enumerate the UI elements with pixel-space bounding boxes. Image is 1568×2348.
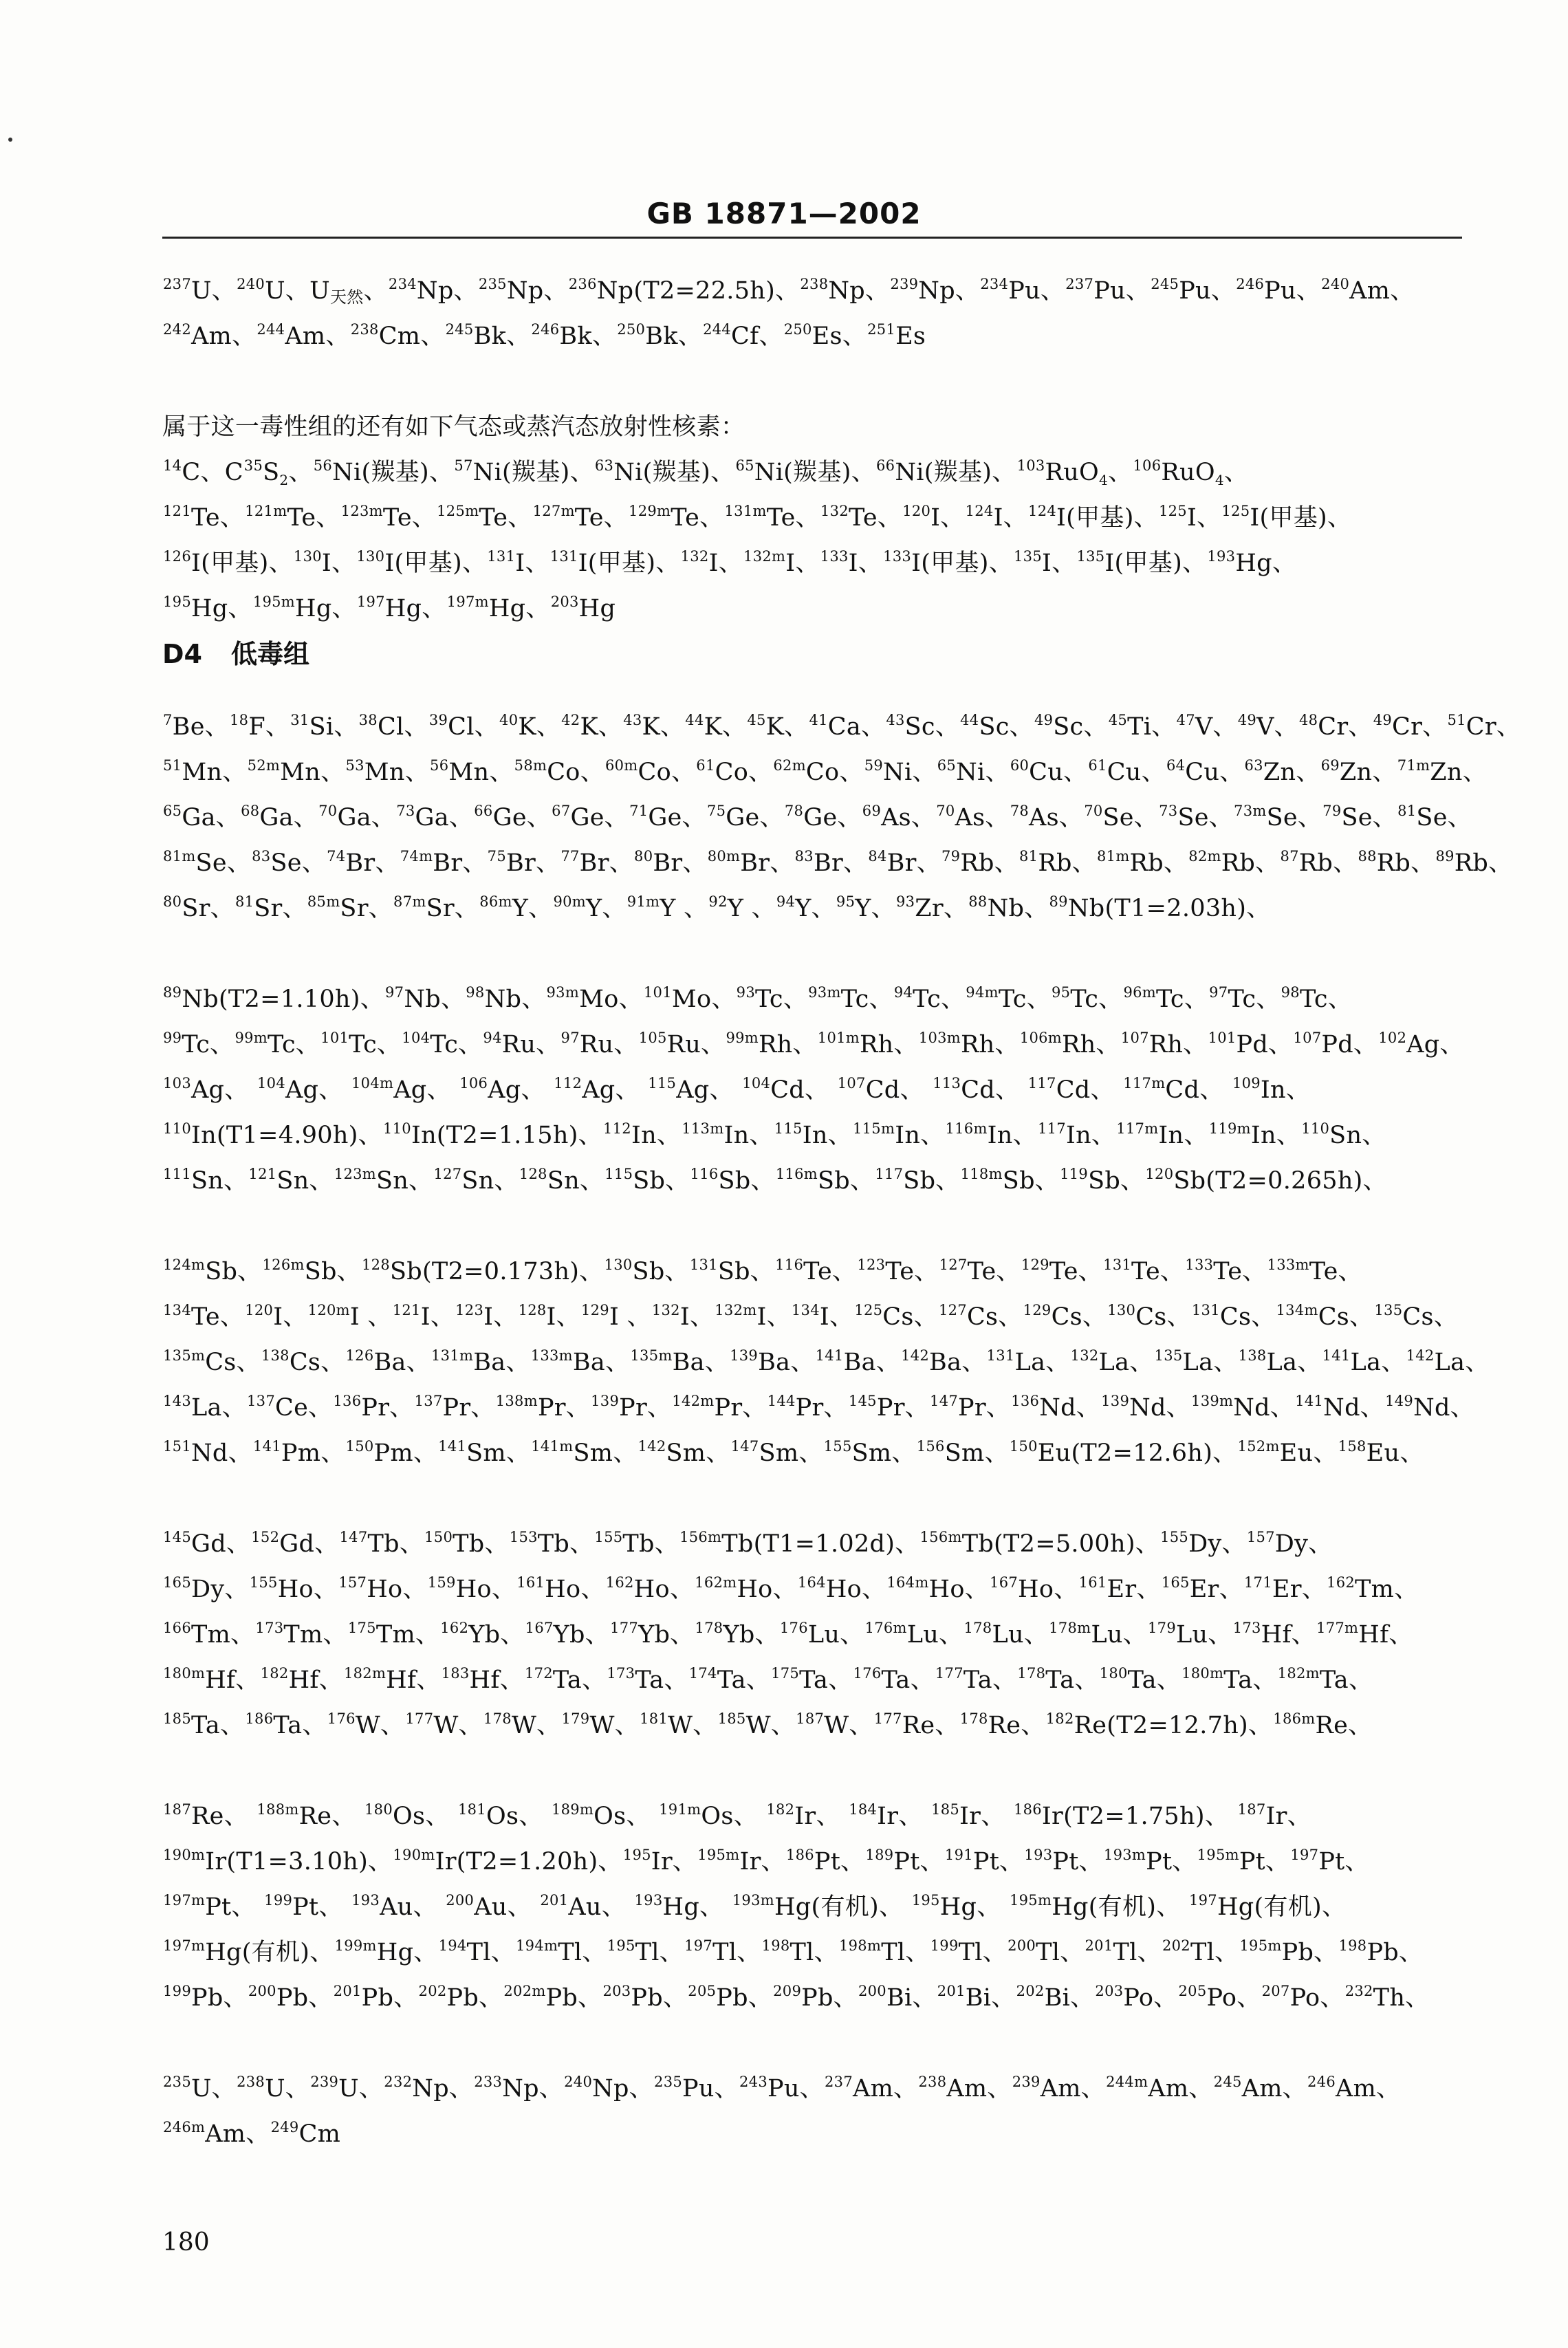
text-line: $^{99}$Tc、$^{99m}$Tc、$^{101}$Tc、$^{104}$Tc、$^{94}$Ru、$^{97}$Ru、$^{105}$Ru、$^{99m}$Rh、$^{101m}$Rh、$^{103m}$Rh、$^{106m}$Rh、$^{107}$Rh、$^{101}$Pd、$^{107}$Pd、$^{102}$Ag、 (163, 1030, 1464, 1058)
text-line: $^{237}$U、$^{240}$U、U天然、$^{234}$Np、$^{235}$Np、$^{236}$Np(T2=22.5h)、$^{238}$Np、$^{239}$Np、$^{234}$Pu、$^{237}$Pu、$^{245}$Pu、$^{246}$Pu、$^{240}$Am、 (163, 276, 1415, 307)
text-line: $^{165}$Dy、$^{155}$Ho、$^{157}$Ho、$^{159}$Ho、$^{161}$Ho、$^{162}$Ho、$^{162m}$Ho、$^{164}$Ho、$^{164m}$Ho、$^{167}$Ho、$^{161}$Er、$^{165}$Er、$^{171}$Er、$^{162}$Tm、 (163, 1574, 1419, 1603)
standard-number: GB 18871—2002 (646, 197, 922, 230)
text-line: $^{14}$C、$C^{35}S_2$、$^{56}$Ni(羰基)、$^{57}$Ni(羰基)、$^{63}$Ni(羰基)、$^{65}$Ni(羰基)、$^{66}$Ni(羰基)、$^{103}$RuO$_4$、$^{106}$RuO$_4$、 (163, 457, 1249, 488)
text-line: $^{190m}$Ir(T1=3.10h)、$^{190m}$Ir(T2=1.20h)、$^{195}$Ir、$^{195m}$Ir、$^{186}$Pt、$^{189}$Pt、$^{191}$Pt、$^{193}$Pt、$^{193m}$Pt、$^{195m}$Pt、$^{197}$Pt、 (163, 1847, 1369, 1876)
text-line: $^{242}$Am、$^{244}$Am、$^{238}$Cm、$^{245}$Bk、$^{246}$Bk、$^{250}$Bk、$^{244}$Cf、$^{250}$Es、$^{251}$Es (163, 321, 926, 350)
text-line: $^{197m}$Pt、 $^{199}$Pt、 $^{193}$Au、 $^{200}$Au、 $^{201}$Au、 $^{193}$Hg、 $^{193m}$Hg(有机)、 $^{195}$Hg、 $^{195m}$Hg(有机)、 $^{197}$Hg(有机)、 (163, 1892, 1347, 1921)
text-line: $^{197m}$Hg(有机)、$^{199m}$Hg、$^{194}$Tl、$^{194m}$Tl、$^{195}$Tl、$^{197}$Tl、$^{198}$Tl、$^{198m}$Tl、$^{199}$Tl、$^{200}$Tl、$^{201}$Tl、$^{202}$Tl、$^{195m}$Pb、$^{198}$Pb、 (163, 1937, 1424, 1966)
text-line: $^{124m}$Sb、$^{126m}$Sb、$^{128}$Sb(T2=0.173h)、$^{130}$Sb、$^{131}$Sb、$^{116}$Te、$^{123}$Te、$^{127}$Te、$^{129}$Te、$^{131}$Te、$^{133}$Te、$^{133m}$Te、 (163, 1257, 1362, 1285)
page-number: 180 (162, 2228, 210, 2257)
paragraph-gap (162, 677, 1462, 704)
text-line: $^{134}$Te、$^{120}$I、$^{120m}$I 、$^{121}$I、$^{123}$I、$^{128}$I、$^{129}$I 、$^{132}$I、$^{132m}$I、$^{134}$I、$^{125}$Cs、$^{127}$Cs、$^{129}$Cs、$^{130}$Cs、$^{131}$Cs、$^{134m}$Cs、$^{135}$Cs、 (163, 1302, 1459, 1331)
paragraph-gap (162, 359, 1462, 404)
text-line: $^{199}$Pb、$^{200}$Pb、$^{201}$Pb、$^{202}$Pb、$^{202m}$Pb、$^{203}$Pb、$^{205}$Pb、$^{209}$Pb、$^{200}$Bi、$^{201}$Bi、$^{202}$Bi、$^{203}$Po、$^{205}$Po、$^{207}$Po、$^{232}$Th、 (163, 1983, 1430, 2012)
paragraph-gap (162, 1204, 1462, 1249)
text-line: $^{187}$Re、 $^{188m}$Re、 $^{180}$Os、 $^{181}$Os、 $^{189m}$Os、 $^{191m}$Os、 $^{182}$Ir、 $^{184}$Ir、 $^{185}$Ir、 $^{186}$Ir(T2=1.75h)、 $^{187}$Ir、 (163, 1801, 1311, 1830)
text-line: $^{195}$Hg、$^{195m}$Hg、$^{197}$Hg、$^{197m}$Hg、$^{203}$Hg (163, 594, 616, 622)
paragraph-gap (162, 2021, 1462, 2066)
text-line: $^{110}$In(T1=4.90h)、$^{110}$In(T2=1.15h)、$^{112}$In、$^{113m}$In、$^{115}$In、$^{115m}$In、$^{116m}$In、$^{117}$In、$^{117m}$In、$^{119m}$In、$^{110}$Sn、 (163, 1120, 1386, 1149)
text-line: $^{121}$Te、$^{121m}$Te、$^{123m}$Te、$^{125m}$Te、$^{127m}$Te、$^{129m}$Te、$^{131m}$Te、$^{132}$Te、$^{120}$I、$^{124}$I、$^{124}$I(甲基)、$^{125}$I、$^{125}$I(甲基)、 (163, 503, 1352, 532)
text-line: $^{185}$Ta、$^{186}$Ta、$^{176}$W、$^{177}$W、$^{178}$W、$^{179}$W、$^{181}$W、$^{185}$W、$^{187}$W、$^{177}$Re、$^{178}$Re、$^{182}$Re(T2=12.7h)、$^{186m}$Re、 (163, 1710, 1373, 1739)
section-number: D4 (162, 639, 202, 669)
text-line: $^{111}$Sn、$^{121}$Sn、$^{123m}$Sn、$^{127}$Sn、$^{128}$Sn、$^{115}$Sb、$^{116}$Sb、$^{116m}$Sb、$^{117}$Sb、$^{118m}$Sb、$^{119}$Sb、$^{120}$Sb(T2=0.265h)、 (163, 1166, 1387, 1195)
text-line: $^{81m}$Se、$^{83}$Se、$^{74}$Br、$^{74m}$Br、$^{75}$Br、$^{77}$Br、$^{80}$Br、$^{80m}$Br、$^{83}$Br、$^{84}$Br、$^{79}$Rb、$^{81}$Rb、$^{81m}$Rb、$^{82m}$Rb、$^{87}$Rb、$^{88}$Rb、$^{89}$Rb、 (163, 848, 1513, 877)
paragraph-gap (162, 1476, 1462, 1521)
nuclide-list-body (162, 268, 1521, 2157)
paragraph-gap (162, 931, 1462, 977)
header-rule (162, 237, 1462, 239)
text-line: 属于这一毒性组的还有如下气态或蒸汽态放射性核素： (162, 413, 745, 441)
text-line: $^{103}$Ag、 $^{104}$Ag、 $^{104m}$Ag、 $^{106}$Ag、 $^{112}$Ag、 $^{115}$Ag、 $^{104}$Cd、 $^{107}$Cd、 $^{113}$Cd、 $^{117}$Cd、 $^{117m}$Cd、 $^{109}$In、 (163, 1075, 1311, 1104)
text-line: $^{246m}$Am、$^{249}$Cm (163, 2119, 341, 2148)
section-heading (162, 631, 1462, 677)
text-line: $^{65}$Ga、$^{68}$Ga、$^{70}$Ga、$^{73}$Ga、$^{66}$Ge、$^{67}$Ge、$^{71}$Ge、$^{75}$Ge、$^{78}$Ge、$^{69}$As、$^{70}$As、$^{78}$As、$^{70}$Se、$^{73}$Se、$^{73m}$Se、$^{79}$Se、$^{81}$Se、 (163, 803, 1472, 831)
text-line: $^{235}$U、$^{238}$U、$^{239}$U、$^{232}$Np、$^{233}$Np、$^{240}$Np、$^{235}$Pu、$^{243}$Pu、$^{237}$Am、$^{238}$Am、$^{239}$Am、$^{244m}$Am、$^{245}$Am、$^{246}$Am、 (163, 2074, 1401, 2102)
text-line: $^{51}$Mn、$^{52m}$Mn、$^{53}$Mn、$^{56}$Mn、$^{58m}$Co、$^{60m}$Co、$^{61}$Co、$^{62m}$Co、$^{59}$Ni、$^{65}$Ni、$^{60}$Cu、$^{61}$Cu、$^{64}$Cu、$^{63}$Zn、$^{69}$Zn、$^{71m}$Zn、 (163, 757, 1487, 786)
text-line: $^{166}$Tm、$^{173}$Tm、$^{175}$Tm、$^{162}$Yb、$^{167}$Yb、$^{177}$Yb、$^{178}$Yb、$^{176}$Lu、$^{176m}$Lu、$^{178}$Lu、$^{178m}$Lu、$^{179}$Lu、$^{173}$Hf、$^{177m}$Hf、 (163, 1620, 1413, 1649)
text-line: $^{145}$Gd、$^{152}$Gd、$^{147}$Tb、$^{150}$Tb、$^{153}$Tb、$^{155}$Tb、$^{156m}$Tb(T1=1.02d)、$^{156m}$Tb(T2=5.00h)、$^{155}$Dy、$^{157}$Dy、 (163, 1529, 1333, 1558)
text-line: $^{126}$I(甲基)、$^{130}$I、$^{130}$I(甲基)、$^{131}$I、$^{131}$I(甲基)、$^{132}$I、$^{132m}$I、$^{133}$I、$^{133}$I(甲基)、$^{135}$I、$^{135}$I(甲基)、$^{193}$Hg、 (163, 548, 1297, 577)
section-title: 低毒组 (230, 638, 309, 669)
text-line: $^{89}$Nb(T2=1.10h)、$^{97}$Nb、$^{98}$Nb、$^{93m}$Mo、$^{101}$Mo、$^{93}$Tc、$^{93m}$Tc、$^{94}$Tc、$^{94m}$Tc、$^{95}$Tc、$^{96m}$Tc、$^{97}$Tc、$^{98}$Tc、 (163, 984, 1353, 1013)
scan-speck (8, 138, 12, 142)
text-line: $^{135m}$Cs、$^{138}$Cs、$^{126}$Ba、$^{131m}$Ba、$^{133m}$Ba、$^{135m}$Ba、$^{139}$Ba、$^{141}$Ba、$^{142}$Ba、$^{131}$La、$^{132}$La、$^{135}$La、$^{138}$La、$^{141}$La、$^{142}$La、 (163, 1347, 1490, 1376)
text-line: $^{151}$Nd、$^{141}$Pm、$^{150}$Pm、$^{141}$Sm、$^{141m}$Sm、$^{142}$Sm、$^{147}$Sm、$^{155}$Sm、$^{156}$Sm、$^{150}$Eu(T2=12.6h)、$^{152m}$Eu、$^{158}$Eu、 (163, 1438, 1424, 1467)
text-line: $^7$Be、$^{18}$F、$^{31}$Si、$^{38}$Cl、$^{39}$Cl、$^{40}$K、$^{42}$K、$^{43}$K、$^{44}$K、$^{45}$K、$^{41}$Ca、$^{43}$Sc、$^{44}$Sc、$^{49}$Sc、$^{45}$Ti、$^{47}$V、$^{49}$V、$^{48}$Cr、$^{49}$Cr、$^{51}$Cr、 (163, 712, 1521, 741)
text-line: $^{180m}$Hf、$^{182}$Hf、$^{182m}$Hf、$^{183}$Hf、$^{172}$Ta、$^{173}$Ta、$^{174}$Ta、$^{175}$Ta、$^{176}$Ta、$^{177}$Ta、$^{178}$Ta、$^{180}$Ta、$^{180m}$Ta、$^{182m}$Ta、 (163, 1665, 1373, 1694)
text-line: $^{80}$Sr、$^{81}$Sr、$^{85m}$Sr、$^{87m}$Sr、$^{86m}$Y、$^{90m}$Y、$^{91m}$Y 、$^{92}$Y 、$^{94}$Y、$^{95}$Y、$^{93}$Zr、$^{88}$Nb、$^{89}$Nb(T1=2.03h)、 (163, 893, 1271, 922)
paragraph-gap (162, 1748, 1462, 1794)
text-line: $^{143}$La、$^{137}$Ce、$^{136}$Pr、$^{137}$Pr、$^{138m}$Pr、$^{139}$Pr、$^{142m}$Pr、$^{144}$Pr、$^{145}$Pr、$^{147}$Pr、$^{136}$Nd、$^{139}$Nd、$^{139m}$Nd、$^{141}$Nd、$^{149}$Nd、 (163, 1393, 1475, 1422)
